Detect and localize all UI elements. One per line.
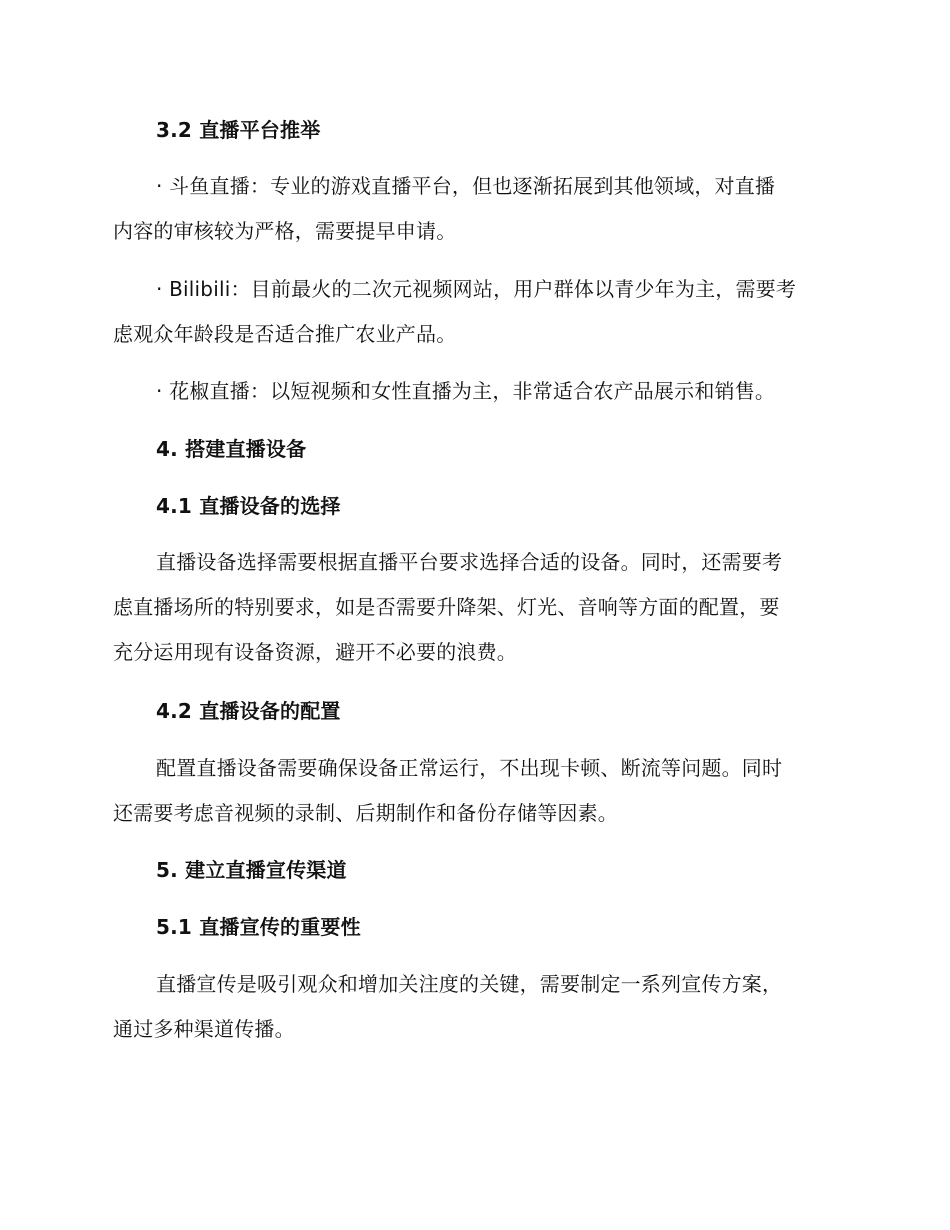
section-heading-4-1: 4.1 直播设备的选择 — [156, 494, 341, 518]
section-heading-5-1: 5.1 直播宣传的重要性 — [156, 915, 361, 939]
paragraph-line: · 花椒直播：以短视频和女性直播为主，非常适合农产品展示和销售。 — [156, 379, 776, 403]
paragraph-huajiao — [113, 369, 833, 414]
paragraph-equipment-selection — [113, 540, 833, 675]
paragraph-douyu — [113, 164, 833, 254]
paragraph-line: 还需要考虑音视频的录制、后期制作和备份存储等因素。 — [113, 801, 618, 825]
paragraph-line: 虑观众年龄段是否适合推广农业产品。 — [113, 322, 457, 346]
paragraph-line: 虑直播场所的特别要求，如是否需要升降架、灯光、音响等方面的配置，要 — [113, 595, 780, 619]
paragraph-promotion-importance — [113, 962, 833, 1052]
paragraph-line: · 斗鱼直播：专业的游戏直播平台，但也逐渐拓展到其他领域，对直播 — [156, 174, 776, 198]
paragraph-line: 内容的审核较为严格，需要提早申请。 — [113, 219, 457, 243]
section-heading-4: 4. 搭建直播设备 — [156, 437, 307, 461]
paragraph-line: 直播宣传是吸引观众和增加关注度的关键，需要制定一系列宣传方案， — [156, 972, 783, 996]
paragraph-line: 通过多种渠道传播。 — [113, 1017, 295, 1041]
paragraph-bilibili — [113, 267, 833, 357]
paragraph-equipment-config — [113, 746, 833, 836]
section-heading-3-2: 3.2 直播平台推举 — [156, 118, 321, 142]
paragraph-line: · Bilibili：目前最火的二次元视频网站，用户群体以青少年为主，需要考 — [156, 277, 797, 301]
section-heading-4-2: 4.2 直播设备的配置 — [156, 699, 341, 723]
paragraph-line: 配置直播设备需要确保设备正常运行，不出现卡顿、断流等问题。同时 — [156, 756, 783, 780]
paragraph-line: 充分运用现有设备资源，避开不必要的浪费。 — [113, 640, 517, 664]
section-heading-5: 5. 建立直播宣传渠道 — [156, 858, 347, 882]
paragraph-line: 直播设备选择需要根据直播平台要求选择合适的设备。同时，还需要考 — [156, 550, 783, 574]
